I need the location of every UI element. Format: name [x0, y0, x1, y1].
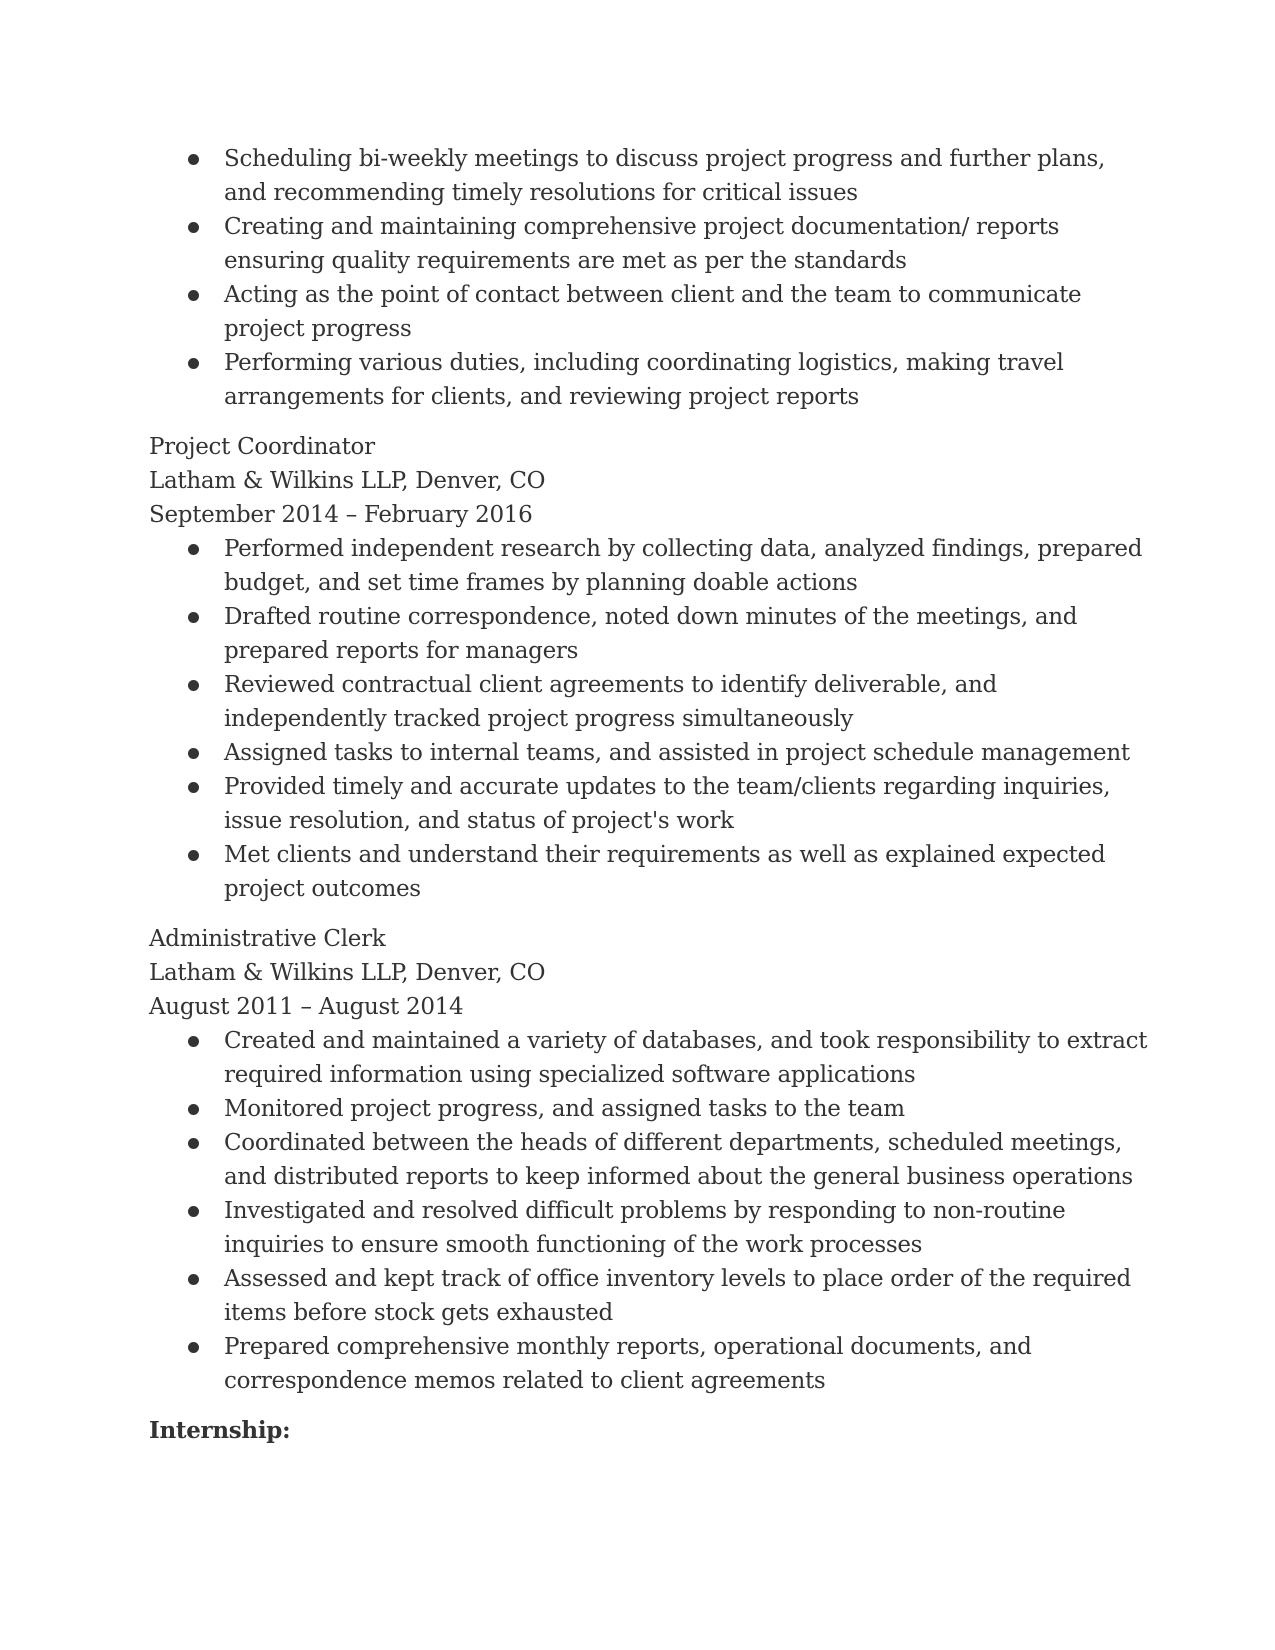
list-item: Reviewed contractual client agreements to identify deliverable, and independently tracked project progress simultaneously	[149, 668, 1149, 736]
bullet-icon	[188, 358, 199, 369]
bullet-icon	[188, 748, 199, 759]
bullet-icon	[188, 154, 199, 165]
bullet-icon	[188, 222, 199, 233]
job-project-coordinator	[149, 430, 1149, 906]
bullet-icon	[188, 782, 199, 793]
list-item: Creating and maintaining comprehensive project documentation/ reports ensuring quality requirements are met as per the standards	[149, 210, 1149, 278]
bullet-icon	[188, 1104, 199, 1115]
bullet-icon	[188, 612, 199, 623]
job-title: Project Coordinator	[149, 434, 375, 460]
job-title: Administrative Clerk	[149, 926, 386, 952]
bullet-icon	[188, 680, 199, 691]
job-administrative-clerk	[149, 922, 1149, 1398]
bullet-icon	[188, 290, 199, 301]
bullet-icon	[188, 1036, 199, 1047]
bullet-icon	[188, 1274, 199, 1285]
list-item: Prepared comprehensive monthly reports, operational documents, and correspondence memos related to client agreements	[149, 1330, 1149, 1398]
list-item: Met clients and understand their requirements as well as explained expected project outcomes	[149, 838, 1149, 906]
bullet-icon	[188, 1138, 199, 1149]
list-item: Performing various duties, including coordinating logistics, making travel arrangements for clients, and reviewing project reports	[149, 346, 1149, 414]
job-bullet-list	[149, 1024, 1149, 1398]
bullet-icon	[188, 850, 199, 861]
list-item: Monitored project progress, and assigned tasks to the team	[149, 1092, 1149, 1126]
bullet-icon	[188, 544, 199, 555]
list-item: Drafted routine correspondence, noted down minutes of the meetings, and prepared reports for managers	[149, 600, 1149, 668]
list-item: Acting as the point of contact between client and the team to communicate project progress	[149, 278, 1149, 346]
list-item: Investigated and resolved difficult problems by responding to non-routine inquiries to ensure smooth functioning of the work processes	[149, 1194, 1149, 1262]
intro-bullet-list	[149, 142, 1149, 414]
job-company: Latham & Wilkins LLP, Denver, CO	[149, 468, 546, 494]
list-item: Scheduling bi-weekly meetings to discuss project progress and further plans, and recommending timely resolutions for critical issues	[149, 142, 1149, 210]
list-item: Created and maintained a variety of databases, and took responsibility to extract required information using specialized software applications	[149, 1024, 1149, 1092]
job-dates: September 2014 – February 2016	[149, 502, 533, 528]
list-item: Coordinated between the heads of different departments, scheduled meetings, and distributed reports to keep informed about the general business operations	[149, 1126, 1149, 1194]
job-bullet-list	[149, 532, 1149, 906]
section-heading-internship: Internship:	[149, 1417, 291, 1444]
job-dates: August 2011 – August 2014	[149, 994, 464, 1020]
bullet-icon	[188, 1342, 199, 1353]
list-item: Assessed and kept track of office inventory levels to place order of the required items before stock gets exhausted	[149, 1262, 1149, 1330]
list-item: Provided timely and accurate updates to the team/clients regarding inquiries, issue resolution, and status of project's work	[149, 770, 1149, 838]
bullet-icon	[188, 1206, 199, 1217]
resume-page	[149, 142, 1149, 1448]
list-item: Performed independent research by collecting data, analyzed findings, prepared budget, and set time frames by planning doable actions	[149, 532, 1149, 600]
list-item: Assigned tasks to internal teams, and assisted in project schedule management	[149, 736, 1149, 770]
job-company: Latham & Wilkins LLP, Denver, CO	[149, 960, 546, 986]
